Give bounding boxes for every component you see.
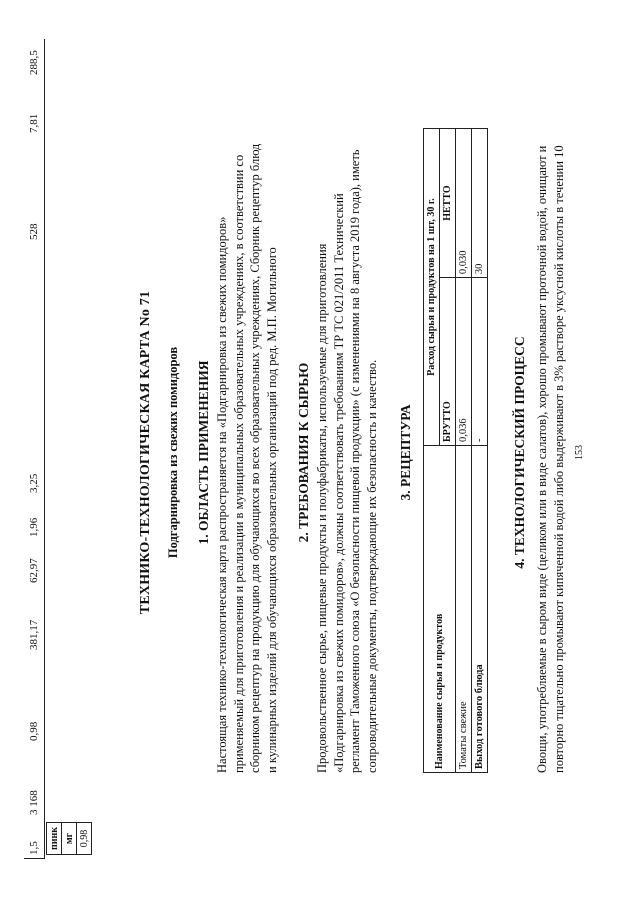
strip-rule: [44, 39, 45, 859]
strip-edge: [24, 858, 44, 859]
text-line: регламент Таможенного союза «О безопасности пищевой продукции» (с изменениями на 8 августа 2019 года), иметь: [348, 149, 362, 773]
table-row: [472, 129, 488, 773]
section-heading: 4. ТЕХНОЛОГИЧЕСКИЙ ПРОЦЕСС: [512, 336, 527, 569]
header-brutto: БРУТТО: [440, 278, 456, 446]
page-title: ТЕХНИКО-ТЕХНОЛОГИЧЕСКАЯ КАРТА No 71: [138, 290, 153, 615]
text-line: Настоящая технико-технологическая карта распространяется на «Подгарнировка из свежих помидоров»: [215, 216, 229, 773]
section-4-text: [534, 83, 567, 773]
recipe-table: [423, 128, 488, 773]
page-subtitle: Подгарнировка из свежих помидоров: [166, 346, 180, 559]
strip-value: 528: [28, 223, 40, 240]
section-heading: 3. РЕЦЕПТУРА: [398, 404, 413, 501]
text-line: и кулинарных изделий для обучающихся образовательных организаций под ред. М.П. Могильного: [264, 247, 279, 773]
strip-value: 62,97: [28, 558, 40, 583]
row-name: Выход готового блюда: [472, 446, 488, 773]
strip-value: 288,5: [28, 50, 40, 75]
table-row: [456, 129, 472, 773]
mini-cell: 0,98: [77, 822, 92, 854]
strip-value: 3 168: [28, 790, 40, 815]
strip-value: 0,98: [28, 721, 40, 741]
text-line: «Подгарнировка из свежих помидоров», должны соответствовать требованиям ТР ТС 021/2011 Технический: [331, 193, 346, 773]
row-netto: 0,030: [456, 129, 472, 278]
section-1-text: [214, 83, 280, 773]
strip-value: 381,17: [28, 619, 40, 650]
mini-table: [46, 822, 92, 855]
header-group: Расход сырья и продуктов на 1 шт, 30 г.: [424, 129, 440, 446]
row-name: Томаты свежие: [456, 446, 472, 773]
section-heading: 1. ОБЛАСТЬ ПРИМЕНЕНИЯ: [196, 360, 211, 545]
row-brutto: 0,036: [456, 278, 472, 446]
section-heading: 2. ТРЕБОВАНИЯ К СЫРЬЮ: [296, 362, 311, 543]
section-2-text: [314, 83, 380, 773]
text-line: применяемый для приготовления и реализации в муниципальных образовательных учреждениях, в соответствии со: [231, 154, 246, 773]
text-line: Продовольственное сырье, пищевые продукты и полуфабрикаты, используемые для приготовления: [315, 243, 329, 773]
header-netto: НЕТТО: [440, 129, 456, 278]
row-netto: 30: [472, 129, 488, 278]
header-name: Наименование сырья и продуктов: [424, 446, 456, 773]
strip-value: 1,5: [28, 841, 40, 855]
mini-cell: мг: [62, 822, 77, 854]
text-line: сборником рецептур на продукцию для обучающихся во всех образовательных учреждениях, Сборник рецептур блюд: [248, 143, 262, 773]
text-line: повторно тщательно промывают кипяченной водой либо выдерживают в 3% растворе уксусной кислоты в течении 10: [551, 145, 566, 773]
strip-value: 7,81: [28, 113, 40, 133]
strip-value: 3,25: [28, 473, 40, 493]
text-line: Овощи, употребляемые в сыром виде (целиком или в виде салатов), хорошо промывают проточной водой, очищают и: [535, 145, 549, 773]
row-brutto: -: [472, 278, 488, 446]
mini-cell: пинк: [47, 822, 62, 854]
page-number: 153: [574, 445, 585, 460]
text-line: сопроводительные документы, подтверждающие их безопасность и качество.: [364, 359, 379, 773]
strip-value: 1,96: [28, 517, 40, 537]
